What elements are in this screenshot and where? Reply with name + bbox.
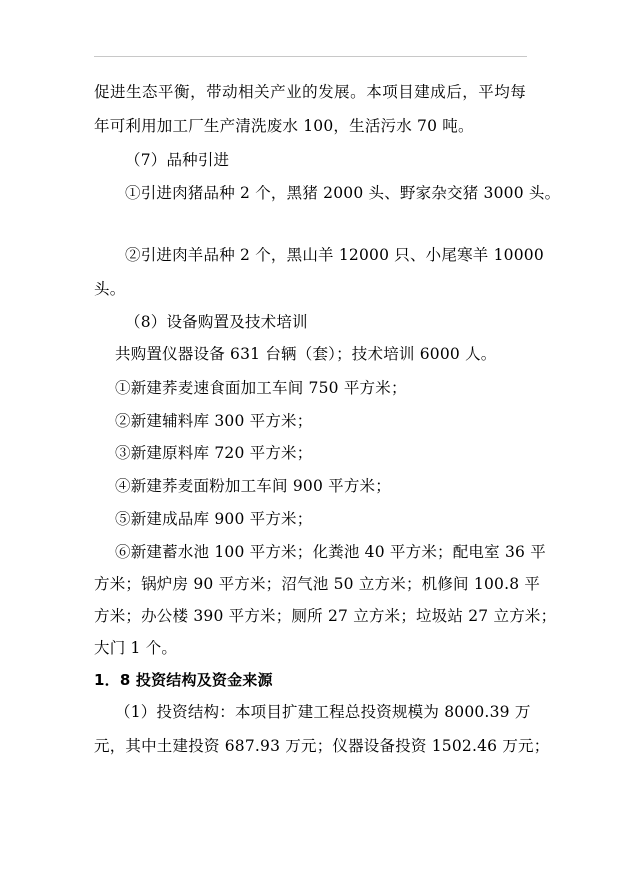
paragraph-line: 方米；锅炉房 90 平方米；沼气池 50 立方米；机修间 100.8 平 <box>94 575 541 593</box>
header-rule <box>94 56 527 57</box>
list-item: ⑤新建成品库 900 平方米； <box>115 510 313 528</box>
section-heading: 1．8 投资结构及资金来源 <box>94 671 273 689</box>
paragraph-line: （1）投资结构：本项目扩建工程总投资规模为 8000.39 万 <box>115 703 531 721</box>
paragraph-line: 共购置仪器设备 631 台辆（套）；技术培训 6000 人。 <box>115 345 497 363</box>
list-heading-8: （8）设备购置及技术培训 <box>125 313 308 331</box>
paragraph-line: 大门 1 个。 <box>94 639 178 657</box>
paragraph-line: 促进生态平衡，带动相关产业的发展。本项目建成后，平均每 <box>94 83 526 101</box>
list-item: ①新建荞麦速食面加工车间 750 平方米； <box>115 379 407 397</box>
list-item: ②引进肉羊品种 2 个，黑山羊 12000 只、小尾寒羊 10000 <box>125 246 544 264</box>
paragraph-line: 方米；办公楼 390 平方米；厕所 27 立方米；垃圾站 27 立方米； <box>94 607 557 625</box>
paragraph-line: 年可利用加工厂生产清洗废水 100，生活污水 70 吨。 <box>94 117 474 135</box>
paragraph-line: 头。 <box>94 280 126 298</box>
list-item: ③新建原料库 720 平方米； <box>115 444 313 462</box>
list-item: ①引进肉猪品种 2 个，黑猪 2000 头、野家杂交猪 3000 头。 <box>125 184 561 202</box>
list-item: ④新建荞麦面粉加工车间 900 平方米； <box>115 477 391 495</box>
list-heading-7: （7）品种引进 <box>125 151 230 169</box>
paragraph-line: 元，其中土建投资 687.93 万元；仪器设备投资 1502.46 万元； <box>94 737 550 755</box>
list-item: ⑥新建蓄水池 100 平方米；化粪池 40 平方米；配电室 36 平 <box>115 543 546 561</box>
list-item: ②新建辅料库 300 平方米； <box>115 412 313 430</box>
